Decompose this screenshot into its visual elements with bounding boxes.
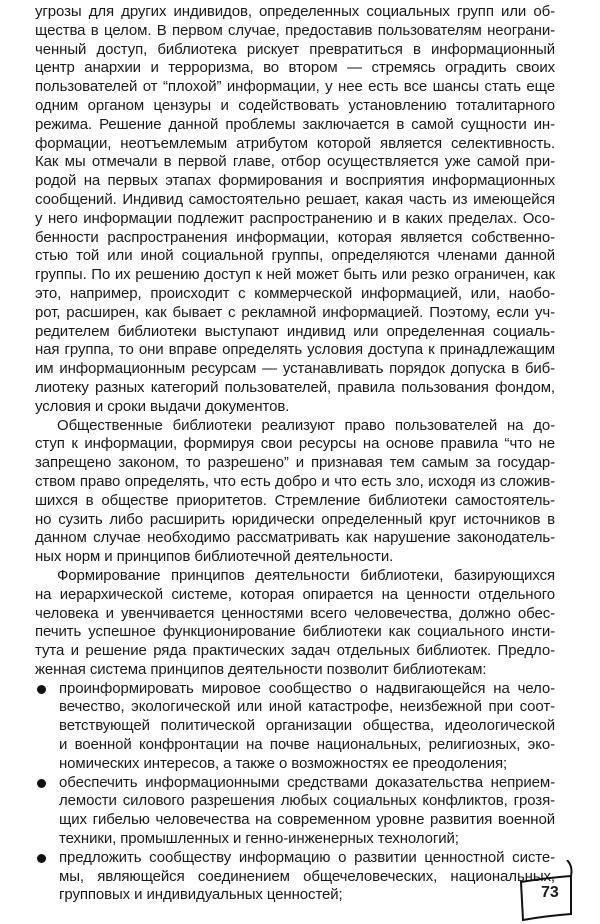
text-line: одним органом цензуры и содействовать установлению тоталитарного — [35, 96, 555, 114]
text-line: на иерархической системе, которая опирается на ценности отдельного — [35, 585, 555, 603]
page-number-badge — [515, 860, 577, 922]
text-line: Формирование принципов деятельности библиотеки, базирующихся — [57, 566, 555, 584]
bullet-list-item — [35, 680, 555, 774]
text-line: пользователей от “плохой” информации, у нее есть все шансы стать еще — [35, 78, 555, 96]
paragraph — [35, 417, 555, 567]
text-line: номических интересов, а также о возможностях ее преодоления; — [59, 754, 508, 772]
text-line: щества в целом. В первом случае, предоставив пользователям неограни- — [35, 21, 555, 39]
text-line: условия и сроки выдачи документов. — [35, 397, 290, 415]
text-line: угрозы для других индивидов, определенных социальных групп или об- — [35, 3, 555, 20]
text-line: обеспечить информационными средствами доказательства неприем- — [59, 773, 555, 791]
text-line: бенности распространения информации, которая является собственно- — [35, 228, 555, 246]
text-line: у него информации подлежит распространению и в каких пределах. Осо- — [35, 209, 555, 227]
bullet-list-item — [35, 849, 555, 905]
page-body — [35, 3, 555, 905]
bullet-icon — [37, 779, 46, 788]
paragraph — [35, 3, 555, 417]
text-line: предложить сообществу информацию о развитии ценностной систе- — [59, 848, 555, 866]
text-line: шихся в обществе приоритетов. Стремление библиотеки самостоятель- — [35, 491, 555, 509]
text-line: техники, промышленных и генно-инженерных технологий; — [59, 830, 459, 848]
bullet-icon — [37, 854, 46, 863]
text-line: это, например, происходит с коммерческой информацией, или, наобо- — [35, 284, 555, 302]
text-line: группы. По их решению доступ к ней может быть или резко ограничен, как — [35, 266, 555, 284]
page-number: 73 — [541, 884, 559, 901]
text-line: печить успешное функционирование библиотеки как социального инсти- — [35, 623, 555, 641]
text-line: Как мы отмечали в первой главе, отбор осуществляется уже самой при- — [35, 153, 555, 171]
text-line: ченный доступ, библиотека рискует превратиться в информационный — [35, 40, 555, 58]
paragraph — [35, 567, 555, 680]
text-line: ступ к информации, формируя свои ресурсы на основе правила “что не — [35, 435, 555, 453]
text-line: рот, расширен, как бывает с рекламной информацией. Поэтому, если уч- — [35, 303, 555, 321]
text-line: центр анархии и терроризма, во втором — стремясь оградить своих — [35, 59, 555, 77]
text-line: лиотеку разных категорий пользователей, правила пользования фондом, — [35, 378, 555, 396]
text-line: человека и увенчивается ценностями всего человечества, должно обес- — [35, 604, 555, 622]
bullet-list-item — [35, 774, 555, 849]
text-line: редителем библиотеки выступают индивид или определенная социаль- — [35, 322, 555, 340]
text-line: родой на первых этапах формирования и восприятия информационных — [35, 172, 555, 190]
text-line: формации, неотъемлемым атрибутом которой является селективность. — [35, 134, 555, 152]
bullet-icon — [37, 685, 46, 694]
text-line: ветствующей политической организации общества, идеологической — [59, 717, 555, 735]
text-line: вечество, экологической или иной катастрофе, неизбежной при соот- — [59, 698, 555, 716]
text-line: и военной конфронтации на почве национальных, религиозных, эко- — [59, 736, 555, 754]
text-line: ных норм и принципов библиотечной деятельности. — [35, 548, 394, 566]
text-line: данном случае необходимо рассматривать как нарушение законодатель- — [35, 529, 555, 547]
text-line: тута и решение ряда практических задач отдельных библиотек. Предло- — [35, 642, 555, 660]
text-line: лемости силового разрешения любых социальных конфликтов, грозя- — [59, 792, 555, 810]
text-line: им информационным ресурсам — устанавливать порядок допуска в биб- — [35, 360, 555, 378]
text-line: женная система принципов деятельности позволит библиотекам: — [35, 660, 487, 678]
text-line: стью той или иной социальной группы, определяются членами данной — [35, 247, 555, 265]
text-line: ная группа, то они вправе определять условия доступа к принадлежащим — [35, 341, 555, 359]
text-line: режима. Решение данной проблемы заключается в самой сущности ин- — [35, 115, 555, 133]
text-line: проинформировать мировое сообщество о надвигающейся на чело- — [59, 679, 555, 697]
text-line: щих гибелью человечества на современном уровне развития военной — [59, 811, 555, 829]
text-line: Общественные библиотеки реализуют право пользователей на до- — [57, 416, 555, 434]
text-line: запрещено законом, то разрешено” и признавая тем самым за государ- — [35, 454, 555, 472]
text-line: мы, являющейся соединением общечеловеческих, национальных, — [59, 867, 555, 885]
text-line: сообщений. Индивид самостоятельно решает, какая часть из имеющейся — [35, 190, 555, 208]
text-line: ством право определять, что есть добро и что есть зло, исходя из сложив- — [35, 472, 555, 490]
text-line: но сузить либо расширить юридически определенный круг источников в — [35, 510, 555, 528]
text-line: групповых и индивидуальных ценностей; — [59, 886, 343, 904]
